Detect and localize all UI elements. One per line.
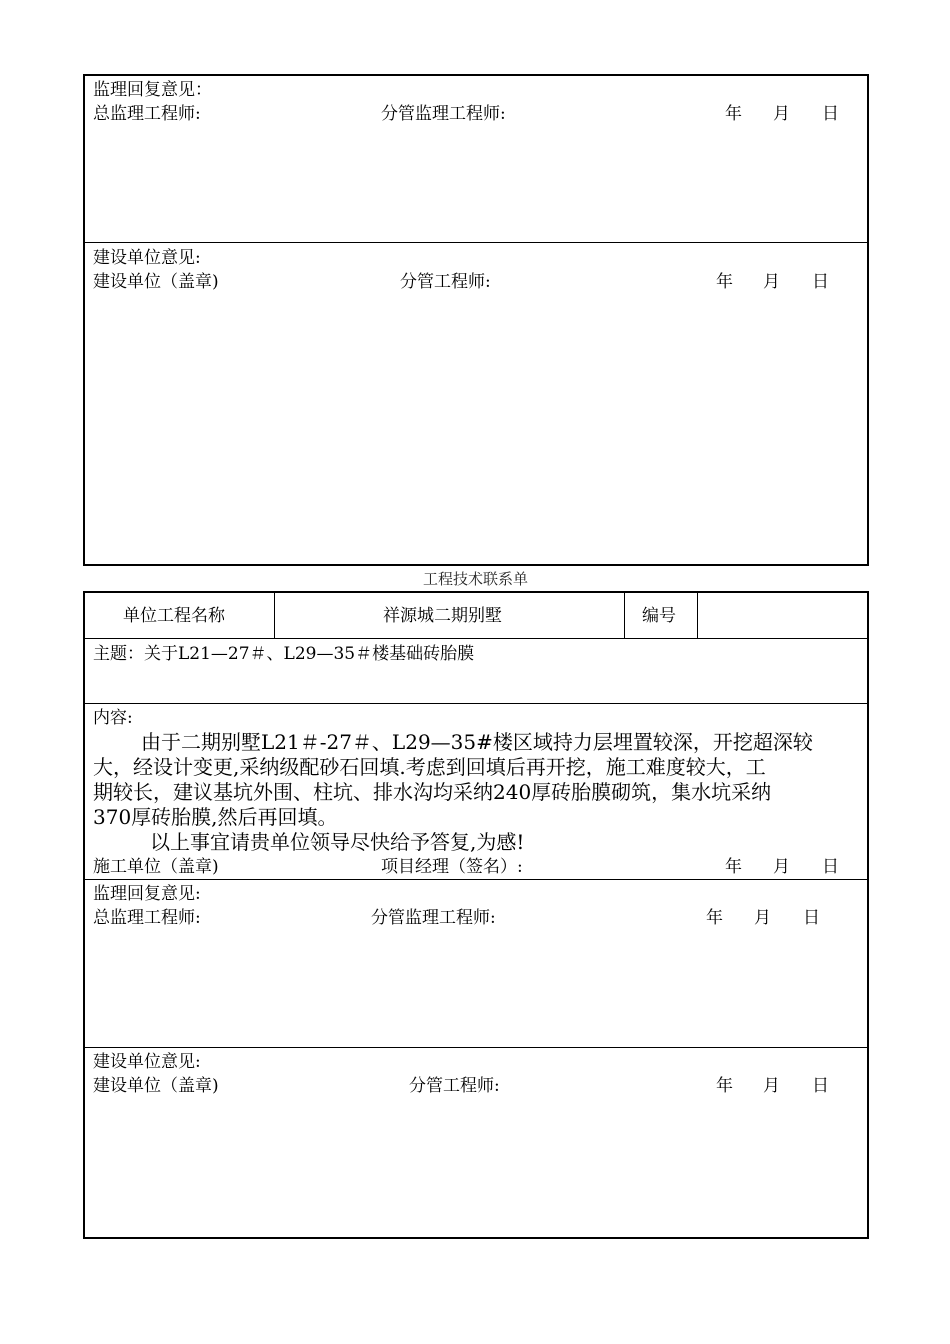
contractor-year: 年 (725, 857, 742, 877)
supervision-day: 日 (803, 908, 820, 928)
content-line-1: 由于二期别墅L21＃-27＃、L29—35#楼区域持力层埋置较深，开挖超深较 (141, 730, 813, 754)
content-line-5: 以上事宜请贵单位领导尽快给予答复,为感! (150, 830, 525, 854)
project-name-label: 单位工程名称 (123, 606, 225, 626)
content-line-2: 大，经设计变更,采纳级配砂石回填.考虑到回填后再开挖，施工难度较大，工 (93, 755, 766, 779)
owner-month: 月 (763, 1076, 780, 1096)
owner-unit-label: 建设单位（盖章) (93, 1076, 219, 1096)
top-form-frame (83, 74, 869, 566)
form-title: 工程技术联系单 (423, 570, 529, 588)
number-label: 编号 (642, 606, 676, 626)
top-supervision-day: 日 (822, 104, 839, 124)
top-form-divider (84, 242, 868, 243)
top-owner-heading: 建设单位意见: (93, 248, 201, 268)
top-supervision-heading: 监理回复意见： (93, 80, 212, 100)
top-owner-engineer-label: 分管工程师: (400, 272, 491, 292)
sub-supervisor-label: 分管监理工程师: (371, 908, 496, 928)
owner-year: 年 (716, 1076, 733, 1096)
content-row-bottom (84, 879, 868, 880)
top-sub-supervisor-label: 分管监理工程师: (381, 104, 506, 124)
top-owner-day: 日 (812, 272, 829, 292)
subject-row-bottom (84, 703, 868, 704)
top-owner-year: 年 (716, 272, 733, 292)
top-owner-month: 月 (763, 272, 780, 292)
owner-day: 日 (812, 1076, 829, 1096)
supervision-year: 年 (706, 908, 723, 928)
supervision-month: 月 (754, 908, 771, 928)
top-owner-unit-label: 建设单位（盖章) (93, 272, 219, 292)
contractor-month: 月 (773, 857, 790, 877)
owner-engineer-label: 分管工程师: (409, 1076, 500, 1096)
supervision-heading: 监理回复意见: (93, 884, 201, 904)
header-col-1 (274, 592, 275, 638)
header-col-2 (624, 592, 625, 638)
contractor-day: 日 (822, 857, 839, 877)
header-col-3 (697, 592, 698, 638)
top-supervision-month: 月 (773, 104, 790, 124)
subject-line: 主题：关于L21—27＃、L29—35＃楼基础砖胎膜 (93, 644, 475, 664)
project-name-value: 祥源城二期别墅 (383, 606, 502, 626)
top-chief-supervisor-label: 总监理工程师: (93, 104, 201, 124)
supervision-row-bottom (84, 1047, 868, 1048)
chief-supervisor-label: 总监理工程师: (93, 908, 201, 928)
content-label: 内容: (93, 708, 133, 728)
owner-heading: 建设单位意见: (93, 1052, 201, 1072)
header-row-bottom (84, 638, 868, 639)
content-line-3: 期较长，建议基坑外围、柱坑、排水沟均采纳240厚砖胎膜砌筑，集水坑采纳 (93, 780, 772, 804)
project-manager-label: 项目经理（签名）: (381, 857, 523, 877)
contractor-label: 施工单位（盖章) (93, 857, 219, 877)
top-supervision-year: 年 (725, 104, 742, 124)
content-line-4: 370厚砖胎膜,然后再回填。 (93, 805, 338, 829)
